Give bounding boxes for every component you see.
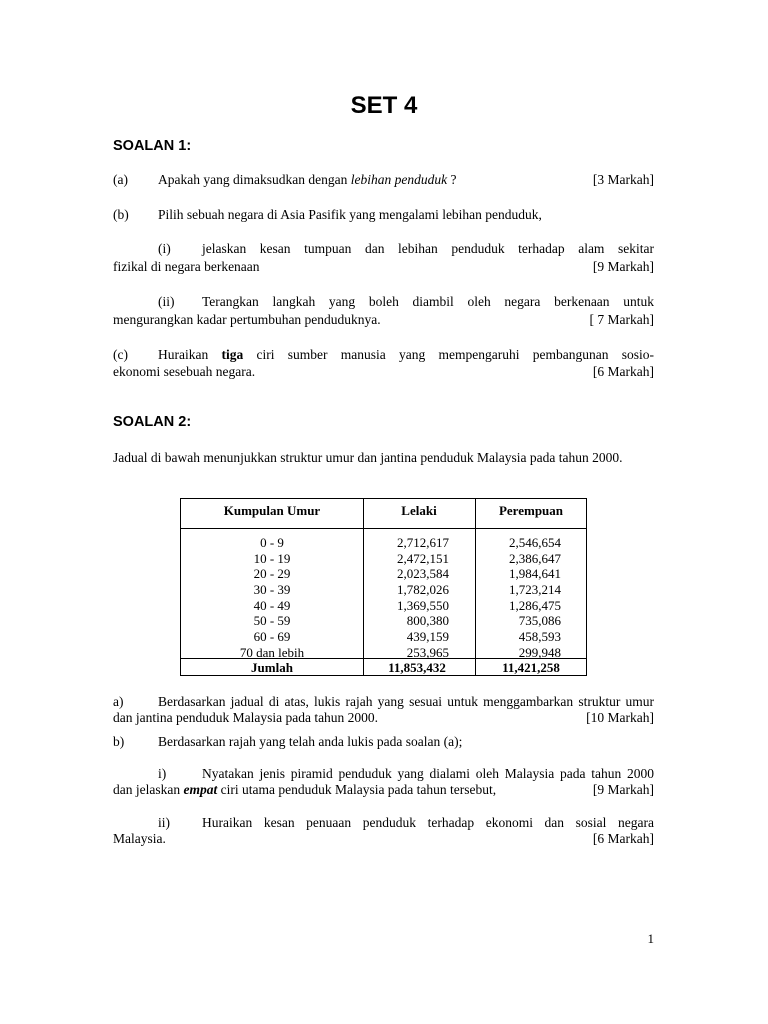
- table-cell: 40 - 49: [253, 597, 291, 613]
- table-cell: 2,472,151: [397, 550, 449, 566]
- q2a-label: a): [113, 694, 124, 709]
- table-cell: 1,782,026: [397, 582, 449, 598]
- age-group-column: [181, 535, 363, 661]
- table-cell: 50 - 59: [253, 613, 291, 629]
- q1bii-mark: [ 7 Markah]: [589, 312, 654, 327]
- table-total-label: Jumlah: [251, 660, 293, 675]
- q1bi-label: (i): [158, 241, 171, 256]
- q1bi-mark: [9 Markah]: [592, 259, 654, 274]
- q1a-mark: [3 Markah]: [592, 172, 654, 187]
- table-header-age: Kumpulan Umur: [223, 503, 321, 518]
- male-column: [363, 535, 449, 661]
- q1bii-line2: mengurangkan kadar pertumbuhan penduduknya.: [113, 312, 381, 327]
- q2bii-line2: Malaysia.: [113, 831, 166, 846]
- page-title: SET 4: [350, 92, 418, 119]
- table-cell: 1,286,475: [509, 597, 561, 613]
- table-cell: 20 - 29: [253, 566, 291, 582]
- q1c-mark: [6 Markah]: [592, 364, 654, 379]
- page-number: 1: [647, 931, 654, 946]
- q2bi-line2: dan jelaskan empat ciri utama penduduk Malaysia pada tahun tersebut,: [113, 782, 497, 797]
- table-total-female: 11,421,258: [502, 660, 560, 675]
- q2bi-line1: i) Nyatakan jenis piramid penduduk yang dialami oleh Malaysia pada tahun 2000: [158, 766, 654, 781]
- table-cell: 1,369,550: [397, 597, 449, 613]
- q1c-label: (c): [113, 347, 128, 362]
- q1c-line2: ekonomi sesebuah negara.: [113, 364, 256, 379]
- table-cell: 2,712,617: [397, 535, 449, 550]
- question-2-heading: SOALAN 2:: [113, 414, 192, 430]
- q2b-label: b): [113, 734, 125, 749]
- q1a-text: Apakah yang dimaksudkan dengan lebihan penduduk ?: [158, 172, 457, 187]
- female-column: [475, 535, 561, 661]
- table-cell: 800,380: [406, 613, 449, 629]
- table-cell: 1,984,641: [509, 566, 561, 582]
- q1bi-line2: fizikal di negara berkenaan: [113, 259, 260, 274]
- q2-intro: Jadual di bawah menunjukkan struktur umur dan jantina penduduk Malaysia pada tahun 2000.: [113, 450, 623, 465]
- q1b-label: (b): [113, 207, 129, 222]
- question-1-heading: SOALAN 1:: [113, 138, 192, 154]
- q1a-label: (a): [113, 172, 128, 187]
- q2bii-mark: [6 Markah]: [592, 831, 654, 846]
- q2a-line1: Berdasarkan jadual di atas, lukis rajah yang sesuai untuk menggambarkan struktur umur: [158, 694, 654, 709]
- table-cell: 439,159: [406, 629, 449, 645]
- table-cell: 1,723,214: [509, 582, 561, 598]
- table-cell: 2,386,647: [509, 550, 561, 566]
- table-cell: 2,023,584: [397, 566, 449, 582]
- q2a-mark: [10 Markah]: [586, 710, 654, 725]
- table-cell: 253,965: [406, 644, 449, 660]
- table-header-male: Lelaki: [401, 503, 437, 518]
- q1bii-line1: (ii) Terangkan langkah yang boleh diambil oleh negara berkenaan untuk: [158, 294, 654, 309]
- table-cell: 30 - 39: [253, 582, 291, 598]
- table-header-female: Perempuan: [498, 503, 564, 518]
- table-total-male: 11,853,432: [388, 660, 446, 675]
- q1bi-line1: (i) jelaskan kesan tumpuan dan lebihan penduduk terhadap alam sekitar: [158, 241, 654, 256]
- table-cell: 0 - 9: [260, 535, 284, 550]
- table-cell: 2,546,654: [509, 535, 561, 550]
- q2a-line2: dan jantina penduduk Malaysia pada tahun 2000.: [113, 710, 379, 725]
- table-cell: 299,948: [518, 644, 561, 660]
- table-cell: 10 - 19: [253, 550, 291, 566]
- table-cell: 70 dan lebih: [239, 644, 305, 660]
- q2bii-label: ii): [158, 815, 170, 830]
- q2bii-line1: ii) Huraikan kesan penuaan penduduk terhadap ekonomi dan sosial negara: [158, 815, 654, 830]
- q2bi-label: i): [158, 766, 167, 781]
- table-cell: 735,086: [518, 613, 561, 629]
- q1c-line1: Huraikan tiga ciri sumber manusia yang mempengaruhi pembangunan sosio-: [158, 347, 654, 362]
- table-cell: 60 - 69: [253, 629, 291, 645]
- population-table: [180, 498, 587, 676]
- q1b-text: Pilih sebuah negara di Asia Pasifik yang mengalami lebihan penduduk,: [158, 207, 542, 222]
- table-cell: 458,593: [518, 629, 561, 645]
- q2b-text: Berdasarkan rajah yang telah anda lukis pada soalan (a);: [158, 734, 463, 749]
- q1bii-label: (ii): [158, 294, 175, 309]
- q2bi-mark: [9 Markah]: [592, 782, 654, 797]
